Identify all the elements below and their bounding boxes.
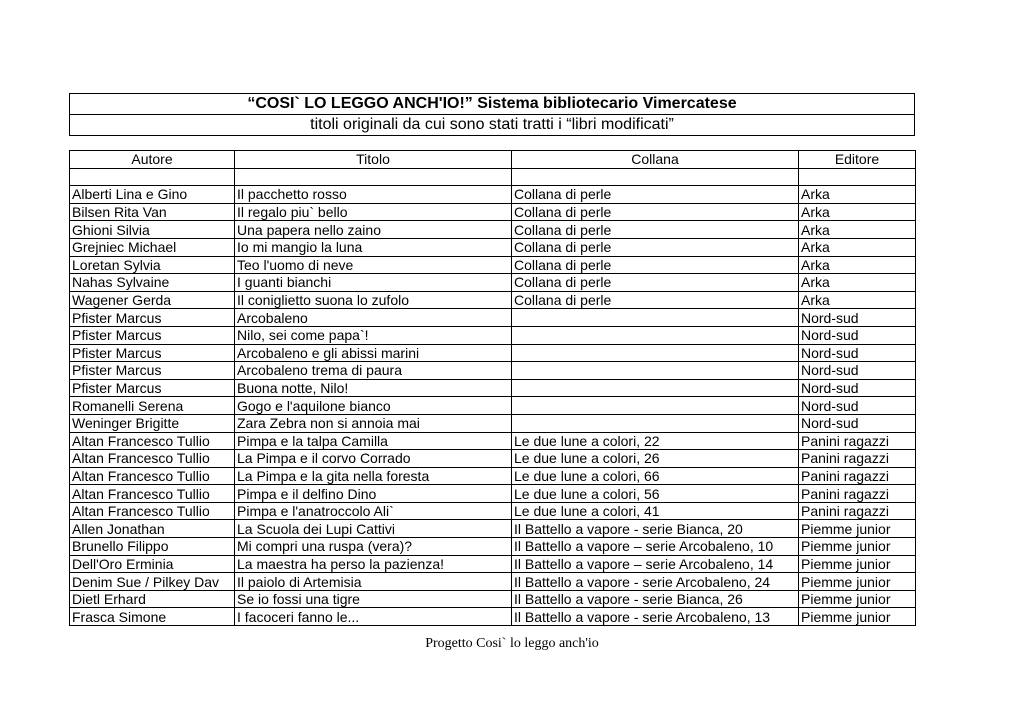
cell-editore: Nord-sud xyxy=(799,362,916,380)
cell-editore: Arka xyxy=(799,238,916,256)
cell-titolo: La Pimpa e il corvo Corrado xyxy=(235,450,512,468)
cell-collana xyxy=(512,326,799,344)
cell-collana xyxy=(512,397,799,415)
cell-editore: Nord-sud xyxy=(799,309,916,327)
table-row xyxy=(70,432,916,450)
cell-editore: Arka xyxy=(799,203,916,221)
cell-collana xyxy=(512,414,799,432)
cell-editore: Panini ragazzi xyxy=(799,502,916,520)
cell-titolo: Il regalo piu` bello xyxy=(235,203,512,221)
cell-titolo: Zara Zebra non si annoia mai xyxy=(235,414,512,432)
cell-editore: Piemme junior xyxy=(799,590,916,608)
cell-autore xyxy=(70,168,235,186)
table-row xyxy=(70,203,916,221)
column-header-autore: Autore xyxy=(70,151,235,169)
cell-titolo: Teo l'uomo di neve xyxy=(235,256,512,274)
cell-autore: Altan Francesco Tullio xyxy=(70,432,235,450)
cell-titolo: Arcobaleno e gli abissi marini xyxy=(235,344,512,362)
cell-editore: Nord-sud xyxy=(799,379,916,397)
cell-collana xyxy=(512,344,799,362)
table-row xyxy=(70,397,916,415)
cell-editore: Arka xyxy=(799,221,916,239)
cell-editore: Arka xyxy=(799,274,916,292)
cell-editore: Nord-sud xyxy=(799,397,916,415)
cell-editore: Arka xyxy=(799,256,916,274)
table-row xyxy=(70,256,916,274)
column-header-titolo: Titolo xyxy=(235,151,512,169)
cell-editore: Panini ragazzi xyxy=(799,485,916,503)
cell-editore: Arka xyxy=(799,291,916,309)
cell-collana: Le due lune a colori, 26 xyxy=(512,450,799,468)
cell-autore: Loretan Sylvia xyxy=(70,256,235,274)
cell-autore: Frasca Simone xyxy=(70,608,235,626)
cell-titolo: Mi compri una ruspa (vera)? xyxy=(235,538,512,556)
cell-autore: Pfister Marcus xyxy=(70,344,235,362)
cell-autore: Altan Francesco Tullio xyxy=(70,450,235,468)
cell-editore: Nord-sud xyxy=(799,326,916,344)
cell-editore: Panini ragazzi xyxy=(799,450,916,468)
cell-collana xyxy=(512,362,799,380)
cell-editore: Nord-sud xyxy=(799,414,916,432)
cell-autore: Denim Sue / Pilkey Dav xyxy=(70,573,235,591)
cell-autore: Bilsen Rita Van xyxy=(70,203,235,221)
cell-editore: Piemme junior xyxy=(799,608,916,626)
cell-collana: Collana di perle xyxy=(512,291,799,309)
cell-autore: Nahas Sylvaine xyxy=(70,274,235,292)
table-row xyxy=(70,291,916,309)
cell-autore: Pfister Marcus xyxy=(70,362,235,380)
table-row xyxy=(70,326,916,344)
table-row xyxy=(70,168,916,186)
cell-titolo: Gogo e l'aquilone bianco xyxy=(235,397,512,415)
cell-editore: Piemme junior xyxy=(799,538,916,556)
document-header xyxy=(69,93,915,136)
cell-titolo: Arcobaleno trema di paura xyxy=(235,362,512,380)
cell-titolo: La Pimpa e la gita nella foresta xyxy=(235,467,512,485)
cell-collana: Le due lune a colori, 22 xyxy=(512,432,799,450)
cell-titolo: Il pacchetto rosso xyxy=(235,186,512,204)
cell-collana: Le due lune a colori, 66 xyxy=(512,467,799,485)
table-row xyxy=(70,414,916,432)
cell-autore: Pfister Marcus xyxy=(70,309,235,327)
cell-collana: Il Battello a vapore – serie Arcobaleno, 14 xyxy=(512,555,799,573)
cell-collana: Il Battello a vapore – serie Arcobaleno, 10 xyxy=(512,538,799,556)
document-title: “COSI` LO LEGGO ANCH'IO!” Sistema bibliotecario Vimercatese xyxy=(70,94,915,115)
table-row xyxy=(70,555,916,573)
cell-autore: Wagener Gerda xyxy=(70,291,235,309)
cell-titolo: Il coniglietto suona lo zufolo xyxy=(235,291,512,309)
cell-collana: Collana di perle xyxy=(512,186,799,204)
column-header-editore: Editore xyxy=(799,151,916,169)
cell-collana: Le due lune a colori, 41 xyxy=(512,502,799,520)
cell-autore: Alberti Lina e Gino xyxy=(70,186,235,204)
table-row xyxy=(70,362,916,380)
cell-collana: Le due lune a colori, 56 xyxy=(512,485,799,503)
cell-titolo: I facoceri fanno le... xyxy=(235,608,512,626)
column-header-collana: Collana xyxy=(512,151,799,169)
cell-editore: Panini ragazzi xyxy=(799,432,916,450)
table-row xyxy=(70,221,916,239)
document-subtitle: titoli originali da cui sono stati tratti i “libri modificati” xyxy=(70,115,915,136)
cell-autore: Dell'Oro Erminia xyxy=(70,555,235,573)
cell-collana: Il Battello a vapore - serie Arcobaleno, 13 xyxy=(512,608,799,626)
cell-autore: Brunello Filippo xyxy=(70,538,235,556)
table-row xyxy=(70,186,916,204)
table-row xyxy=(70,238,916,256)
cell-titolo: La maestra ha perso la pazienza! xyxy=(235,555,512,573)
cell-collana xyxy=(512,379,799,397)
cell-autore: Allen Jonathan xyxy=(70,520,235,538)
cell-titolo: Pimpa e l'anatroccolo Ali` xyxy=(235,502,512,520)
cell-collana: Il Battello a vapore - serie Arcobaleno, 24 xyxy=(512,573,799,591)
cell-editore: Piemme junior xyxy=(799,520,916,538)
cell-autore: Dietl Erhard xyxy=(70,590,235,608)
table-row xyxy=(70,309,916,327)
cell-titolo: Il paiolo di Artemisia xyxy=(235,573,512,591)
cell-titolo: Io mi mangio la luna xyxy=(235,238,512,256)
cell-editore: Nord-sud xyxy=(799,344,916,362)
cell-collana: Collana di perle xyxy=(512,256,799,274)
cell-editore: Arka xyxy=(799,186,916,204)
cell-collana: Collana di perle xyxy=(512,274,799,292)
table-header-row xyxy=(70,151,916,169)
table-row xyxy=(70,379,916,397)
cell-collana: Il Battello a vapore - serie Bianca, 20 xyxy=(512,520,799,538)
table-row xyxy=(70,344,916,362)
cell-autore: Ghioni Silvia xyxy=(70,221,235,239)
cell-titolo: I guanti bianchi xyxy=(235,274,512,292)
cell-titolo: Pimpa e il delfino Dino xyxy=(235,485,512,503)
cell-titolo: Una papera nello zaino xyxy=(235,221,512,239)
table-row xyxy=(70,502,916,520)
cell-autore: Pfister Marcus xyxy=(70,326,235,344)
cell-autore: Altan Francesco Tullio xyxy=(70,485,235,503)
cell-autore: Romanelli Serena xyxy=(70,397,235,415)
cell-editore xyxy=(799,168,916,186)
cell-collana xyxy=(512,309,799,327)
cell-autore: Altan Francesco Tullio xyxy=(70,502,235,520)
table-row xyxy=(70,450,916,468)
cell-titolo: Pimpa e la talpa Camilla xyxy=(235,432,512,450)
table-row xyxy=(70,520,916,538)
cell-titolo: Buona notte, Nilo! xyxy=(235,379,512,397)
cell-editore: Panini ragazzi xyxy=(799,467,916,485)
cell-titolo: Nilo, sei come papa`! xyxy=(235,326,512,344)
cell-autore: Weninger Brigitte xyxy=(70,414,235,432)
cell-autore: Grejniec Michael xyxy=(70,238,235,256)
cell-titolo xyxy=(235,168,512,186)
cell-collana: Collana di perle xyxy=(512,238,799,256)
cell-collana: Il Battello a vapore - serie Bianca, 26 xyxy=(512,590,799,608)
cell-editore: Piemme junior xyxy=(799,555,916,573)
table-row xyxy=(70,608,916,626)
table-row xyxy=(70,538,916,556)
cell-collana: Collana di perle xyxy=(512,203,799,221)
table-body xyxy=(70,168,916,625)
cell-autore: Pfister Marcus xyxy=(70,379,235,397)
page-footer: Progetto Cosi` lo leggo anch'io xyxy=(425,636,599,651)
table-row xyxy=(70,467,916,485)
cell-autore: Altan Francesco Tullio xyxy=(70,467,235,485)
table-row xyxy=(70,590,916,608)
table-row xyxy=(70,485,916,503)
cell-titolo: La Scuola dei Lupi Cattivi xyxy=(235,520,512,538)
cell-collana xyxy=(512,168,799,186)
cell-titolo: Arcobaleno xyxy=(235,309,512,327)
cell-collana: Collana di perle xyxy=(512,221,799,239)
table-row xyxy=(70,274,916,292)
table-row xyxy=(70,573,916,591)
cell-editore: Piemme junior xyxy=(799,573,916,591)
cell-titolo: Se io fossi una tigre xyxy=(235,590,512,608)
books-table xyxy=(69,150,916,626)
